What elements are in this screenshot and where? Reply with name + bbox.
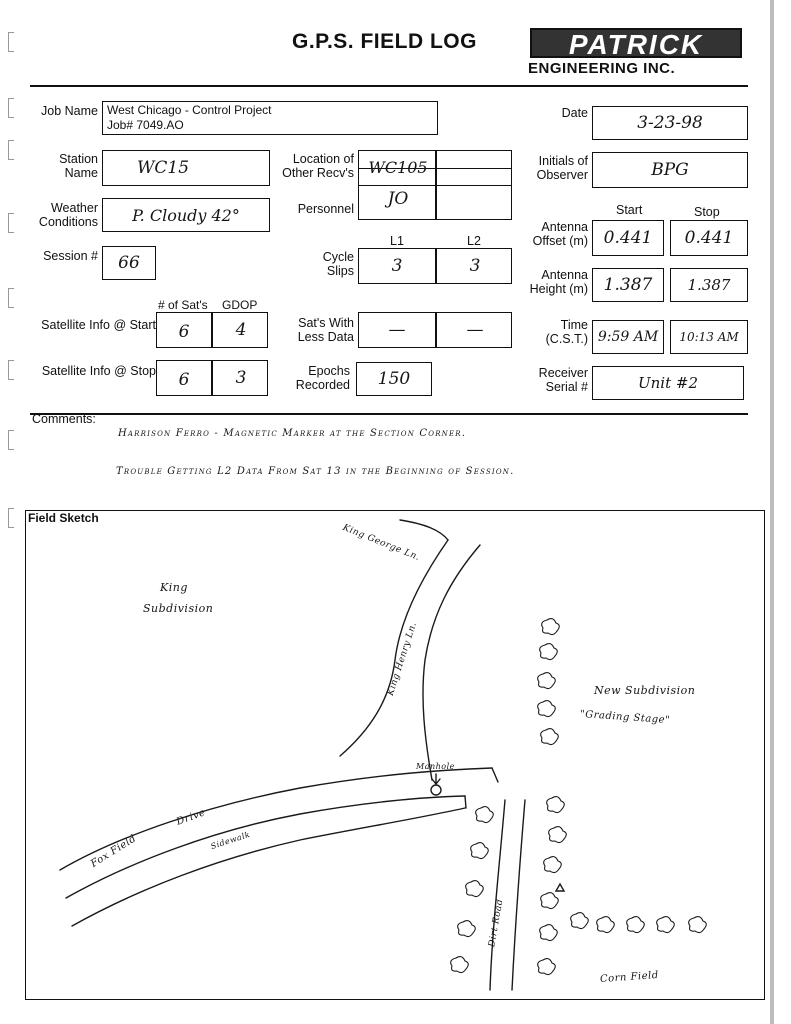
location-label-line2: Other Recv's xyxy=(282,166,354,180)
king-george-label: King George Ln. xyxy=(341,522,422,564)
comments-label: Comments: xyxy=(32,412,96,426)
location-label-line1: Location of xyxy=(292,152,354,166)
epochs-value: 150 xyxy=(377,369,411,389)
dirt-road-label: Dirt Road xyxy=(487,898,506,948)
sidewalk-end xyxy=(465,796,466,808)
cycle-slips-label-line2: Slips xyxy=(326,264,354,278)
sats-less-label-line2: Less Data xyxy=(297,330,354,344)
weather-label-line2: Conditions xyxy=(38,215,98,229)
king-subdivision-label-1: King xyxy=(160,581,188,594)
page-title: G.P.S. FIELD LOG xyxy=(292,30,477,53)
corn-field-label: Corn Field xyxy=(599,969,660,986)
sat-stop-num-value: 6 xyxy=(178,370,190,390)
sats-less-data-value-1: — xyxy=(388,320,406,340)
job-name-label: Job Name xyxy=(41,104,98,118)
tree-icon xyxy=(627,917,645,933)
tree-icon xyxy=(458,921,476,937)
station-name-value: WC15 xyxy=(136,158,190,178)
antenna-height-label-line2: Height (m) xyxy=(529,282,588,296)
date-value: 3-23-98 xyxy=(637,113,703,133)
gdop-header: GDOP xyxy=(222,298,258,312)
drive-label: Drive xyxy=(175,807,208,828)
logo-subtitle: ENGINEERING INC. xyxy=(528,60,676,77)
receiver-label-line1: Receiver xyxy=(538,366,588,380)
epochs-label-line1: Epochs xyxy=(308,364,350,378)
tree-icon xyxy=(540,644,558,660)
tree-icon xyxy=(466,881,484,897)
tree-icon xyxy=(547,797,565,813)
tree-icon xyxy=(542,619,560,635)
king-henry-label: King Henry Ln. xyxy=(385,620,420,698)
king-henry-ln-right-edge xyxy=(423,545,480,780)
tree-symbols xyxy=(451,619,707,975)
tree-icon xyxy=(540,925,558,941)
antenna-offset-label-line1: Antenna xyxy=(541,220,588,234)
fox-field-label: Fox Field xyxy=(88,833,139,870)
date-label: Date xyxy=(561,106,588,120)
time-label-line1: Time xyxy=(560,318,588,332)
field-sketch-label: Field Sketch xyxy=(28,511,99,525)
antenna-offset-stop-value: 0.441 xyxy=(684,228,734,248)
tree-icon xyxy=(471,843,489,859)
sat-start-num-value: 6 xyxy=(178,322,190,342)
grading-stage-label: "Grading Stage" xyxy=(579,708,671,727)
l2-header: L2 xyxy=(467,234,481,248)
scan-edge-shadow xyxy=(770,0,774,1024)
tree-icon xyxy=(476,807,494,823)
antenna-height-stop-value: 1.387 xyxy=(687,276,731,294)
personnel-value: JO xyxy=(387,189,409,209)
king-henry-ln-left-edge xyxy=(340,540,448,756)
sats-less-data-value-2: — xyxy=(466,320,484,340)
tree-icon xyxy=(541,729,559,745)
manhole-arrow xyxy=(432,774,440,784)
cycle-slips-label-line1: Cycle xyxy=(322,250,354,264)
sidewalk-label: Sidewalk xyxy=(209,829,252,852)
king-george-ln-edge xyxy=(400,520,448,540)
tree-icon xyxy=(689,917,707,933)
tree-icon xyxy=(538,673,556,689)
logo-wordmark: PATRICK xyxy=(530,28,742,58)
location-other-value: WC105 xyxy=(368,157,428,177)
tree-icon xyxy=(657,917,675,933)
job-name-line1: West Chicago - Control Project xyxy=(107,103,272,117)
sat-start-gdop-value: 4 xyxy=(235,320,247,340)
tree-icon xyxy=(538,701,556,717)
cycle-slips-l1-value: 3 xyxy=(391,256,403,276)
road-end-line xyxy=(492,768,498,782)
manhole-marker xyxy=(431,785,441,795)
tree-icon xyxy=(571,913,589,929)
comment-line-1: Harrison Ferro - Magnetic Marker at the Section Corner. xyxy=(118,428,467,439)
station-triangle xyxy=(556,884,564,891)
receiver-serial-value: Unit #2 xyxy=(637,374,698,392)
tree-icon xyxy=(544,857,562,873)
tree-icon xyxy=(549,827,567,843)
weather-value: P. Cloudy 42° xyxy=(132,205,240,225)
antenna-height-start-value: 1.387 xyxy=(603,275,653,295)
personnel-label: Personnel xyxy=(297,202,354,216)
stop-header: Stop xyxy=(694,205,720,219)
dirt-road-right-edge xyxy=(512,800,525,990)
new-subdivision-label: New Subdivision xyxy=(594,684,696,697)
sat-start-label: Satellite Info @ Start xyxy=(41,318,156,332)
tree-icon xyxy=(451,957,469,973)
time-label-line2: (C.S.T.) xyxy=(545,332,588,346)
antenna-height-label-line1: Antenna xyxy=(541,268,588,282)
receiver-label-line2: Serial # xyxy=(545,380,588,394)
tree-icon xyxy=(597,917,615,933)
job-number-line: Job# 7049.AO xyxy=(107,118,184,132)
tree-icon xyxy=(541,893,559,909)
epochs-label-line2: Recorded xyxy=(295,378,350,392)
weather-label-line1: Weather xyxy=(50,201,98,215)
sidewalk-edge xyxy=(72,808,465,926)
session-label: Session # xyxy=(43,249,98,263)
station-label-line2: Name xyxy=(64,166,98,180)
king-subdivision-label-2: Subdivision xyxy=(143,602,214,615)
comment-line-2: Trouble Getting L2 Data From Sat 13 in the Beginning of Session. xyxy=(116,466,515,477)
tree-icon xyxy=(538,959,556,975)
manhole-label: Manhole xyxy=(416,762,455,771)
initials-label-line2: Observer xyxy=(536,168,588,182)
antenna-offset-start-value: 0.441 xyxy=(603,228,653,248)
antenna-offset-label-line2: Offset (m) xyxy=(532,234,588,248)
initials-value: BPG xyxy=(651,160,689,180)
num-sats-header: # of Sat's xyxy=(158,298,208,312)
sats-less-label-line1: Sat's With xyxy=(298,316,354,330)
sat-stop-gdop-value: 3 xyxy=(235,368,247,388)
sat-stop-label: Satellite Info @ Stop xyxy=(41,364,156,378)
cycle-slips-l2-value: 3 xyxy=(469,256,481,276)
l1-header: L1 xyxy=(390,234,404,248)
start-header: Start xyxy=(616,203,643,217)
initials-label-line1: Initials of xyxy=(538,154,588,168)
session-value: 66 xyxy=(118,253,140,273)
time-start-value: 9:59 AM xyxy=(597,329,659,345)
dirt-road-left-edge xyxy=(490,800,505,990)
station-label-line1: Station xyxy=(59,152,98,166)
time-stop-value: 10:13 AM xyxy=(679,330,739,344)
